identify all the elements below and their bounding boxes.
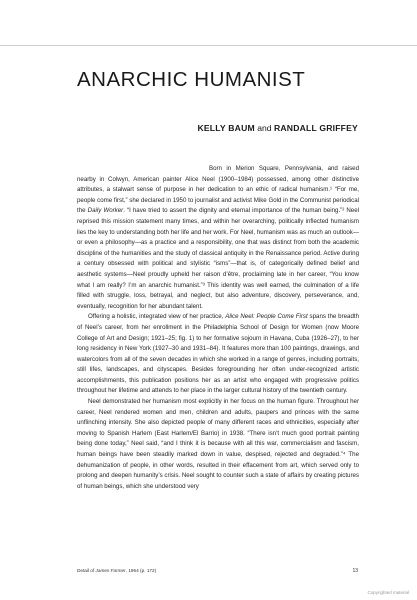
body-paragraph: Offering a holistic, integrated view of her practice, Alice Neel: People Come First spans the breadth of Neel’s career, from her enrollment in the Philadelphia School of Design for Women (now Moore College of Art and Design; 1921–25; fig. 1) to her formative sojourn in Havana, Cuba (1926–27), to her long residency in New York (1927–30 and 1931–84). It features more than 100 paintings, drawings, and watercolors from all of the seven decades in which she worked in a range of genres, including portraits, still lifes, landscapes, and cityscapes. Besides foregrounding her often under-recognized artistic accomplishments, this publication positions her as an artist who engaged with progressive politics throughout her lifetime and attends to her place in the larger cultural history of the twentieth century. — [77, 313, 359, 395]
body-text — [77, 164, 359, 492]
exhibition-title: Alice Neel: People Come First — [225, 313, 308, 321]
author-name: RANDALL GRIFFEY — [273, 123, 358, 133]
periodical-title: Daily Worker — [87, 207, 124, 215]
author-name: KELLY BAUM — [197, 123, 255, 133]
page-number: 13 — [352, 568, 358, 574]
top-rule — [0, 45, 417, 46]
author-byline — [197, 123, 358, 133]
watermark: Copyrighted material — [367, 590, 409, 595]
body-paragraph: Born in Merion Square, Pennsylvania, and raised nearby in Colwyn, American painter Alice Neel (1900–1984) possessed, among other distinctive attributes, a stalwart sense of purpose in her dedication to an ethic of radical humanism.¹ “For me, people come first,” she declared in 1950 to journalist and activist Mike Gold in the Communist periodical the Daily Worker. “I have tried to assert the dignity and eternal importance of the human being.”² Neel reprised this mission statement many times, and within her overarching, politically inflected humanism lies the key to understanding both her life and her work. For Neel, humanism was as much an outlook—or even a philosophy—as a practice and a responsibility, one that was distinct from both the academic discipline of the humanities and the study of classical antiquity in the Renaissance period. Active during a century obsessed with political and stylistic “isms”—that is, of categorically defined belief and aesthetic systems—Neel proudly upheld her raison d’être, proclaiming late in her career, “You know what I am really? I’m an anarchic humanist.”³ This identity was well earned, the culmination of a life filled with struggle, loss, betrayal, and neglect, but also adventure, discovery, perseverance, and, eventually, recognition for her abundant talent. — [77, 165, 359, 310]
figure-caption: Detail of James Farmer, 1964 (p. 172) — [77, 568, 157, 573]
chapter-title: ANARCHIC HUMANIST — [77, 68, 306, 91]
byline-conjunction: and — [257, 123, 272, 133]
body-paragraph: Neel demonstrated her humanism most explicitly in her focus on the human figure. Throughout her career, Neel rendered women and men, children and adults, paupers and princes with the same unflinching intensity. She also depicted people of many different races and ethnicities, especially after moving to Spanish Harlem (East Harlem/El Barrio) in 1938. “There isn’t much good portrait painting being done today,” Neel said, “and I think it is because with all this war, commercialism and fascism, human beings have been steadily marked down in value, despised, rejected and degraded.”⁴ The dehumanization of people, in other words, resulted in their effacement from art, which served only to prolong and deepen humanity’s crisis. Neel sought to counter such a state of affairs by creating pictures of human beings, which she understood very — [77, 398, 359, 490]
